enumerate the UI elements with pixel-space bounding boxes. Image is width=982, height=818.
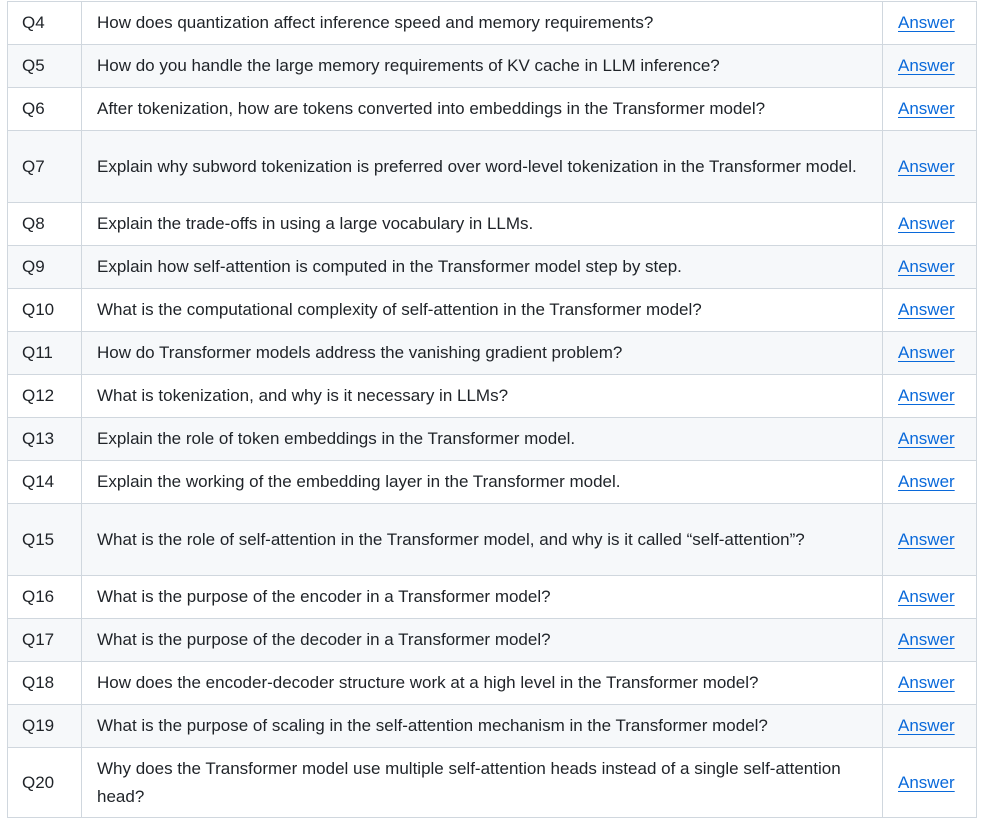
table-row [8,88,977,131]
question-id: Q12 [8,375,82,418]
answer-cell [883,45,977,88]
table-row [8,662,977,705]
answer-cell [883,576,977,619]
question-id: Q11 [8,332,82,375]
question-id: Q10 [8,289,82,332]
question-text: What is the computational complexity of self-attention in the Transformer model? [82,289,883,332]
question-id: Q5 [8,45,82,88]
table-row [8,504,977,576]
question-text: Explain the working of the embedding layer in the Transformer model. [82,461,883,504]
answer-cell [883,748,977,818]
answer-link[interactable]: Answer [898,214,955,233]
question-id: Q7 [8,131,82,203]
answer-link[interactable]: Answer [898,772,955,792]
answer-cell [883,619,977,662]
answer-link[interactable]: Answer [898,386,955,405]
question-text: How does the encoder-decoder structure work at a high level in the Transformer model? [82,662,883,705]
table-row [8,375,977,418]
table-row [8,246,977,289]
qa-table [7,1,977,818]
question-text: After tokenization, how are tokens converted into embeddings in the Transformer model? [82,88,883,131]
answer-link[interactable]: Answer [898,472,955,491]
answer-cell [883,375,977,418]
answer-cell [883,662,977,705]
table-row [8,131,977,203]
answer-cell [883,246,977,289]
table-row [8,619,977,662]
answer-link[interactable]: Answer [898,300,955,319]
question-text: What is the role of self-attention in the Transformer model, and why is it called “self-attention”? [82,504,883,576]
question-text: What is tokenization, and why is it necessary in LLMs? [82,375,883,418]
answer-link[interactable]: Answer [898,587,955,606]
question-id: Q14 [8,461,82,504]
question-id: Q13 [8,418,82,461]
answer-cell [883,88,977,131]
answer-link[interactable]: Answer [898,716,955,735]
answer-cell [883,504,977,576]
answer-cell [883,332,977,375]
question-text: Why does the Transformer model use multiple self-attention heads instead of a single self-attention head? [82,748,883,818]
question-text: How do Transformer models address the vanishing gradient problem? [82,332,883,375]
answer-link[interactable]: Answer [898,257,955,276]
question-id: Q18 [8,662,82,705]
question-text: What is the purpose of the decoder in a Transformer model? [82,619,883,662]
answer-link[interactable]: Answer [898,99,955,118]
answer-link[interactable]: Answer [898,529,955,549]
answer-cell [883,203,977,246]
answer-cell [883,705,977,748]
question-text: What is the purpose of the encoder in a Transformer model? [82,576,883,619]
table-row [8,332,977,375]
answer-link[interactable]: Answer [898,343,955,362]
table-row [8,203,977,246]
question-id: Q6 [8,88,82,131]
question-id: Q19 [8,705,82,748]
question-text: What is the purpose of scaling in the self-attention mechanism in the Transformer model? [82,705,883,748]
table-row [8,45,977,88]
answer-cell [883,2,977,45]
answer-link[interactable]: Answer [898,673,955,692]
table-row [8,418,977,461]
question-text: How does quantization affect inference speed and memory requirements? [82,2,883,45]
question-id: Q20 [8,748,82,818]
question-text: Explain the role of token embeddings in the Transformer model. [82,418,883,461]
answer-link[interactable]: Answer [898,630,955,649]
answer-link[interactable]: Answer [898,13,955,32]
answer-cell [883,289,977,332]
table-row [8,748,977,818]
table-row [8,2,977,45]
table-row [8,289,977,332]
answer-link[interactable]: Answer [898,156,955,176]
answer-link[interactable]: Answer [898,429,955,448]
answer-cell [883,461,977,504]
table-row [8,461,977,504]
question-id: Q16 [8,576,82,619]
question-id: Q9 [8,246,82,289]
question-text: Explain why subword tokenization is preferred over word-level tokenization in the Transformer model. [82,131,883,203]
question-text: Explain the trade-offs in using a large vocabulary in LLMs. [82,203,883,246]
question-id: Q4 [8,2,82,45]
answer-link[interactable]: Answer [898,56,955,75]
question-id: Q15 [8,504,82,576]
question-text: Explain how self-attention is computed in the Transformer model step by step. [82,246,883,289]
table-row [8,576,977,619]
question-id: Q8 [8,203,82,246]
question-id: Q17 [8,619,82,662]
answer-cell [883,418,977,461]
table-row [8,705,977,748]
question-text: How do you handle the large memory requirements of KV cache in LLM inference? [82,45,883,88]
answer-cell [883,131,977,203]
